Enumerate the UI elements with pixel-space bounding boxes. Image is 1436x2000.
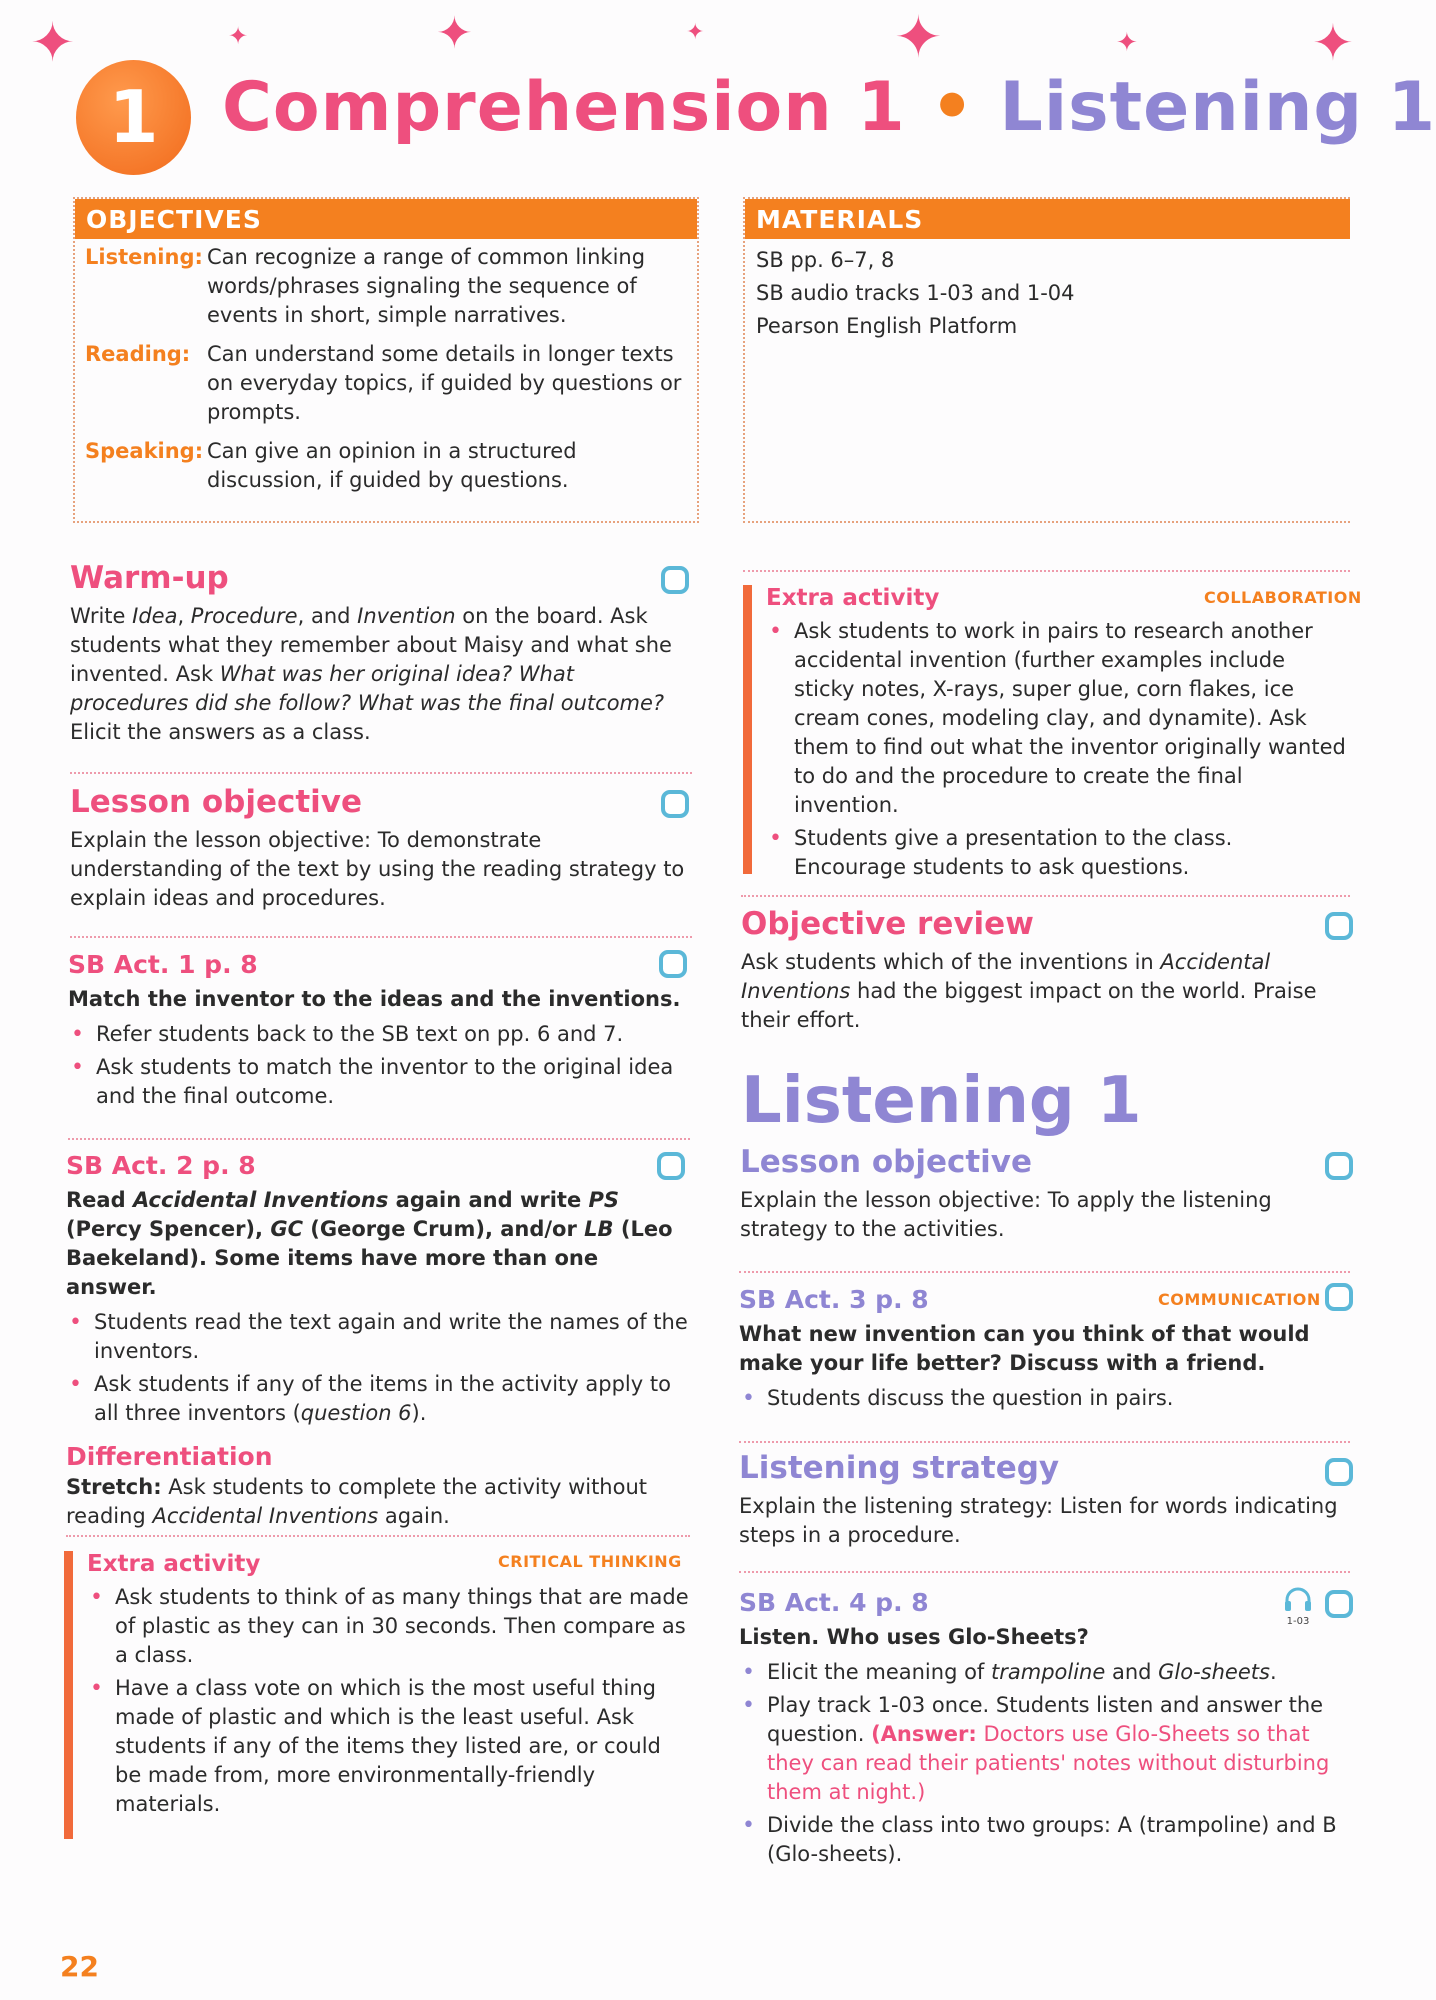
title-listening: Listening 1 — [999, 68, 1436, 147]
section-divider — [739, 1571, 1350, 1573]
act1-instruction: Match the inventor to the ideas and the inventions. — [68, 987, 681, 1011]
lesson-objective-text: Explain the lesson objective: To demonstrate understanding of the text by using the reading strategy to explain ideas and procedures. — [70, 828, 685, 910]
section-divider — [739, 1271, 1350, 1273]
act3-heading: SB Act. 3 p. 8 — [739, 1285, 929, 1314]
section-divider — [743, 570, 1350, 572]
materials-item: SB audio tracks 1-03 and 1-04 — [756, 281, 1075, 305]
list-item: • Divide the class into two groups: A (trampoline) and B (Glo-sheets). — [739, 1811, 1339, 1869]
act1-checkbox[interactable] — [659, 950, 687, 978]
warmup-checkbox[interactable] — [661, 566, 689, 594]
sparkle-star-icon: ✦ — [686, 20, 705, 45]
act3-instruction: What new invention can you think of that would make your life better? Discuss with a friend. — [739, 1322, 1310, 1375]
list-item: • Ask students to work in pairs to research another accidental invention (further examples include sticky notes, X-rays, super glue, corn flakes, ice cream cones, modeling clay, and dynamite). Ask them to find out what the inventor originally wanted to do and the procedure to create the final invention. — [766, 617, 1350, 820]
act4-section — [739, 1588, 1339, 1873]
title-comprehension: Comprehension 1 — [222, 68, 906, 147]
act1-bullets — [68, 1020, 688, 1111]
communication-tag: COMMUNICATION — [1158, 1290, 1321, 1309]
act4-checkbox[interactable] — [1325, 1590, 1353, 1618]
listening-lesson-objective-heading: Lesson objective — [740, 1144, 1033, 1180]
objective-review-section — [741, 906, 1331, 1035]
sparkle-star-icon: ✦ — [894, 3, 943, 71]
objective-review-checkbox[interactable] — [1325, 912, 1353, 940]
collaboration-tag: COLLABORATION — [1204, 588, 1362, 607]
sparkle-star-icon: ✦ — [1312, 14, 1354, 72]
section-divider — [68, 1138, 690, 1140]
act2-bullets — [66, 1308, 690, 1428]
extra-activity-bullets — [766, 617, 1350, 882]
section-divider — [70, 772, 692, 774]
materials-item: SB pp. 6–7, 8 — [756, 248, 895, 272]
list-item: • Play track 1-03 once. Students listen and answer the question. (Answer: Doctors use Glo-Sheets so that they can read their patients' notes without disturbing them at night.) — [739, 1691, 1339, 1807]
differentiation-heading: Differentiation — [66, 1442, 273, 1471]
extra-activity-heading: Extra activity — [87, 1551, 261, 1577]
section-divider — [741, 895, 1350, 897]
objective-text: Can give an opinion in a structured discussion, if guided by questions. — [207, 439, 577, 492]
extra-activity-bullets — [87, 1583, 693, 1819]
objective-review-heading: Objective review — [741, 906, 1034, 942]
listening-strategy-heading: Listening strategy — [739, 1450, 1060, 1486]
critical-thinking-tag: CRITICAL THINKING — [498, 1552, 682, 1571]
act3-checkbox[interactable] — [1325, 1283, 1353, 1311]
act2-heading: SB Act. 2 p. 8 — [66, 1151, 256, 1180]
objective-review-text: Ask students which of the inventions in Accidental Inventions had the biggest impact on the world. Praise their effort. — [741, 950, 1317, 1032]
warmup-text: Write Idea, Procedure, and Invention on the board. Ask students what they remember about Maisy and what she invented. Ask What was her original idea? What procedures did she follow? What was the final outcome? Elicit the answers as a class. — [70, 604, 672, 744]
act2-instruction: Read Accidental Inventions again and write PS (Percy Spencer), GC (George Crum), and/or LB (Leo Baekeland). Some items have more than one answer. — [66, 1188, 673, 1299]
objective-row — [75, 243, 697, 330]
sparkle-star-icon: ✦ — [1116, 28, 1138, 58]
sparkle-star-icon: ✦ — [228, 22, 249, 50]
headphones-icon — [1283, 1586, 1313, 1612]
objective-row — [75, 437, 697, 495]
objective-label: Speaking: — [85, 439, 204, 463]
objective-label: Listening: — [85, 245, 203, 269]
objectives-box — [73, 197, 699, 523]
act4-heading: SB Act. 4 p. 8 — [739, 1588, 929, 1617]
act4-bullets — [739, 1658, 1339, 1869]
lesson-objective-section — [70, 784, 685, 913]
extra-activity-heading: Extra activity — [766, 585, 940, 611]
act2-section — [66, 1151, 690, 1531]
listening-lesson-objective-checkbox[interactable] — [1325, 1152, 1353, 1180]
warmup-heading: Warm-up — [70, 560, 229, 596]
lesson-objective-checkbox[interactable] — [661, 790, 689, 818]
extra-activity-critical-thinking — [64, 1551, 693, 1839]
audio-track-indicator[interactable] — [1278, 1586, 1318, 1627]
list-item: • Ask students to match the inventor to the original idea and the final outcome. — [68, 1053, 688, 1111]
objectives-heading: OBJECTIVES — [75, 199, 697, 239]
listening-strategy-checkbox[interactable] — [1325, 1458, 1353, 1486]
list-item: • Students give a presentation to the class. Encourage students to ask questions. — [766, 824, 1350, 882]
sparkle-star-icon: ✦ — [30, 11, 76, 74]
listening-strategy-section — [739, 1450, 1339, 1550]
page-title — [222, 68, 1436, 147]
listening-lesson-objective-section — [740, 1144, 1330, 1244]
list-item: • Ask students to think of as many things that are made of plastic as they can in 30 seconds. Then compare as a class. — [87, 1583, 693, 1670]
act4-instruction: Listen. Who uses Glo-Sheets? — [739, 1625, 1089, 1649]
list-item: • Elicit the meaning of trampoline and Glo-sheets. — [739, 1658, 1339, 1687]
unit-number-badge: 1 — [76, 60, 191, 175]
listening-lesson-objective-text: Explain the lesson objective: To apply the listening strategy to the activities. — [740, 1188, 1272, 1241]
title-separator: • — [930, 68, 975, 147]
differentiation-text: Stretch: Ask students to complete the activity without reading Accidental Inventions again. — [66, 1475, 648, 1528]
lesson-objective-heading: Lesson objective — [70, 784, 363, 820]
section-divider — [739, 1441, 1350, 1443]
act1-section — [68, 950, 688, 1115]
audio-track-label: 1-03 — [1286, 1616, 1310, 1627]
section-divider — [66, 1535, 690, 1537]
warmup-section — [70, 560, 685, 747]
objective-text: Can recognize a range of common linking words/phrases signaling the sequence of events in short, simple narratives. — [207, 245, 646, 327]
listening-strategy-text: Explain the listening strategy: Listen for words indicating steps in a procedure. — [739, 1494, 1338, 1547]
objective-row — [75, 340, 697, 427]
list-item: • Have a class vote on which is the most useful thing made of plastic and which is the least useful. Ask students if any of the items they listed are, or could be made from, more environmentally-friendly materials. — [87, 1674, 693, 1819]
extra-activity-collaboration — [743, 585, 1350, 879]
list-item: • Students read the text again and write the names of the inventors. — [66, 1308, 690, 1366]
list-item: • Ask students if any of the items in the activity apply to all three inventors (question 6). — [66, 1370, 690, 1428]
sparkle-star-icon: ✦ — [436, 8, 473, 59]
objective-text: Can understand some details in longer texts on everyday topics, if guided by questions or prompts. — [207, 342, 682, 424]
page-number: 22 — [60, 1950, 99, 1983]
section-divider — [70, 936, 692, 938]
act2-checkbox[interactable] — [657, 1152, 685, 1180]
objective-label: Reading: — [85, 342, 191, 366]
list-item: • Refer students back to the SB text on pp. 6 and 7. — [68, 1020, 688, 1049]
list-item: • Students discuss the question in pairs. — [739, 1384, 1339, 1413]
materials-heading: MATERIALS — [745, 199, 1350, 239]
listening-section-title: Listening 1 — [741, 1064, 1142, 1138]
act1-heading: SB Act. 1 p. 8 — [68, 950, 258, 979]
materials-box — [743, 197, 1350, 523]
materials-item: Pearson English Platform — [756, 314, 1018, 338]
act3-bullets — [739, 1384, 1339, 1413]
